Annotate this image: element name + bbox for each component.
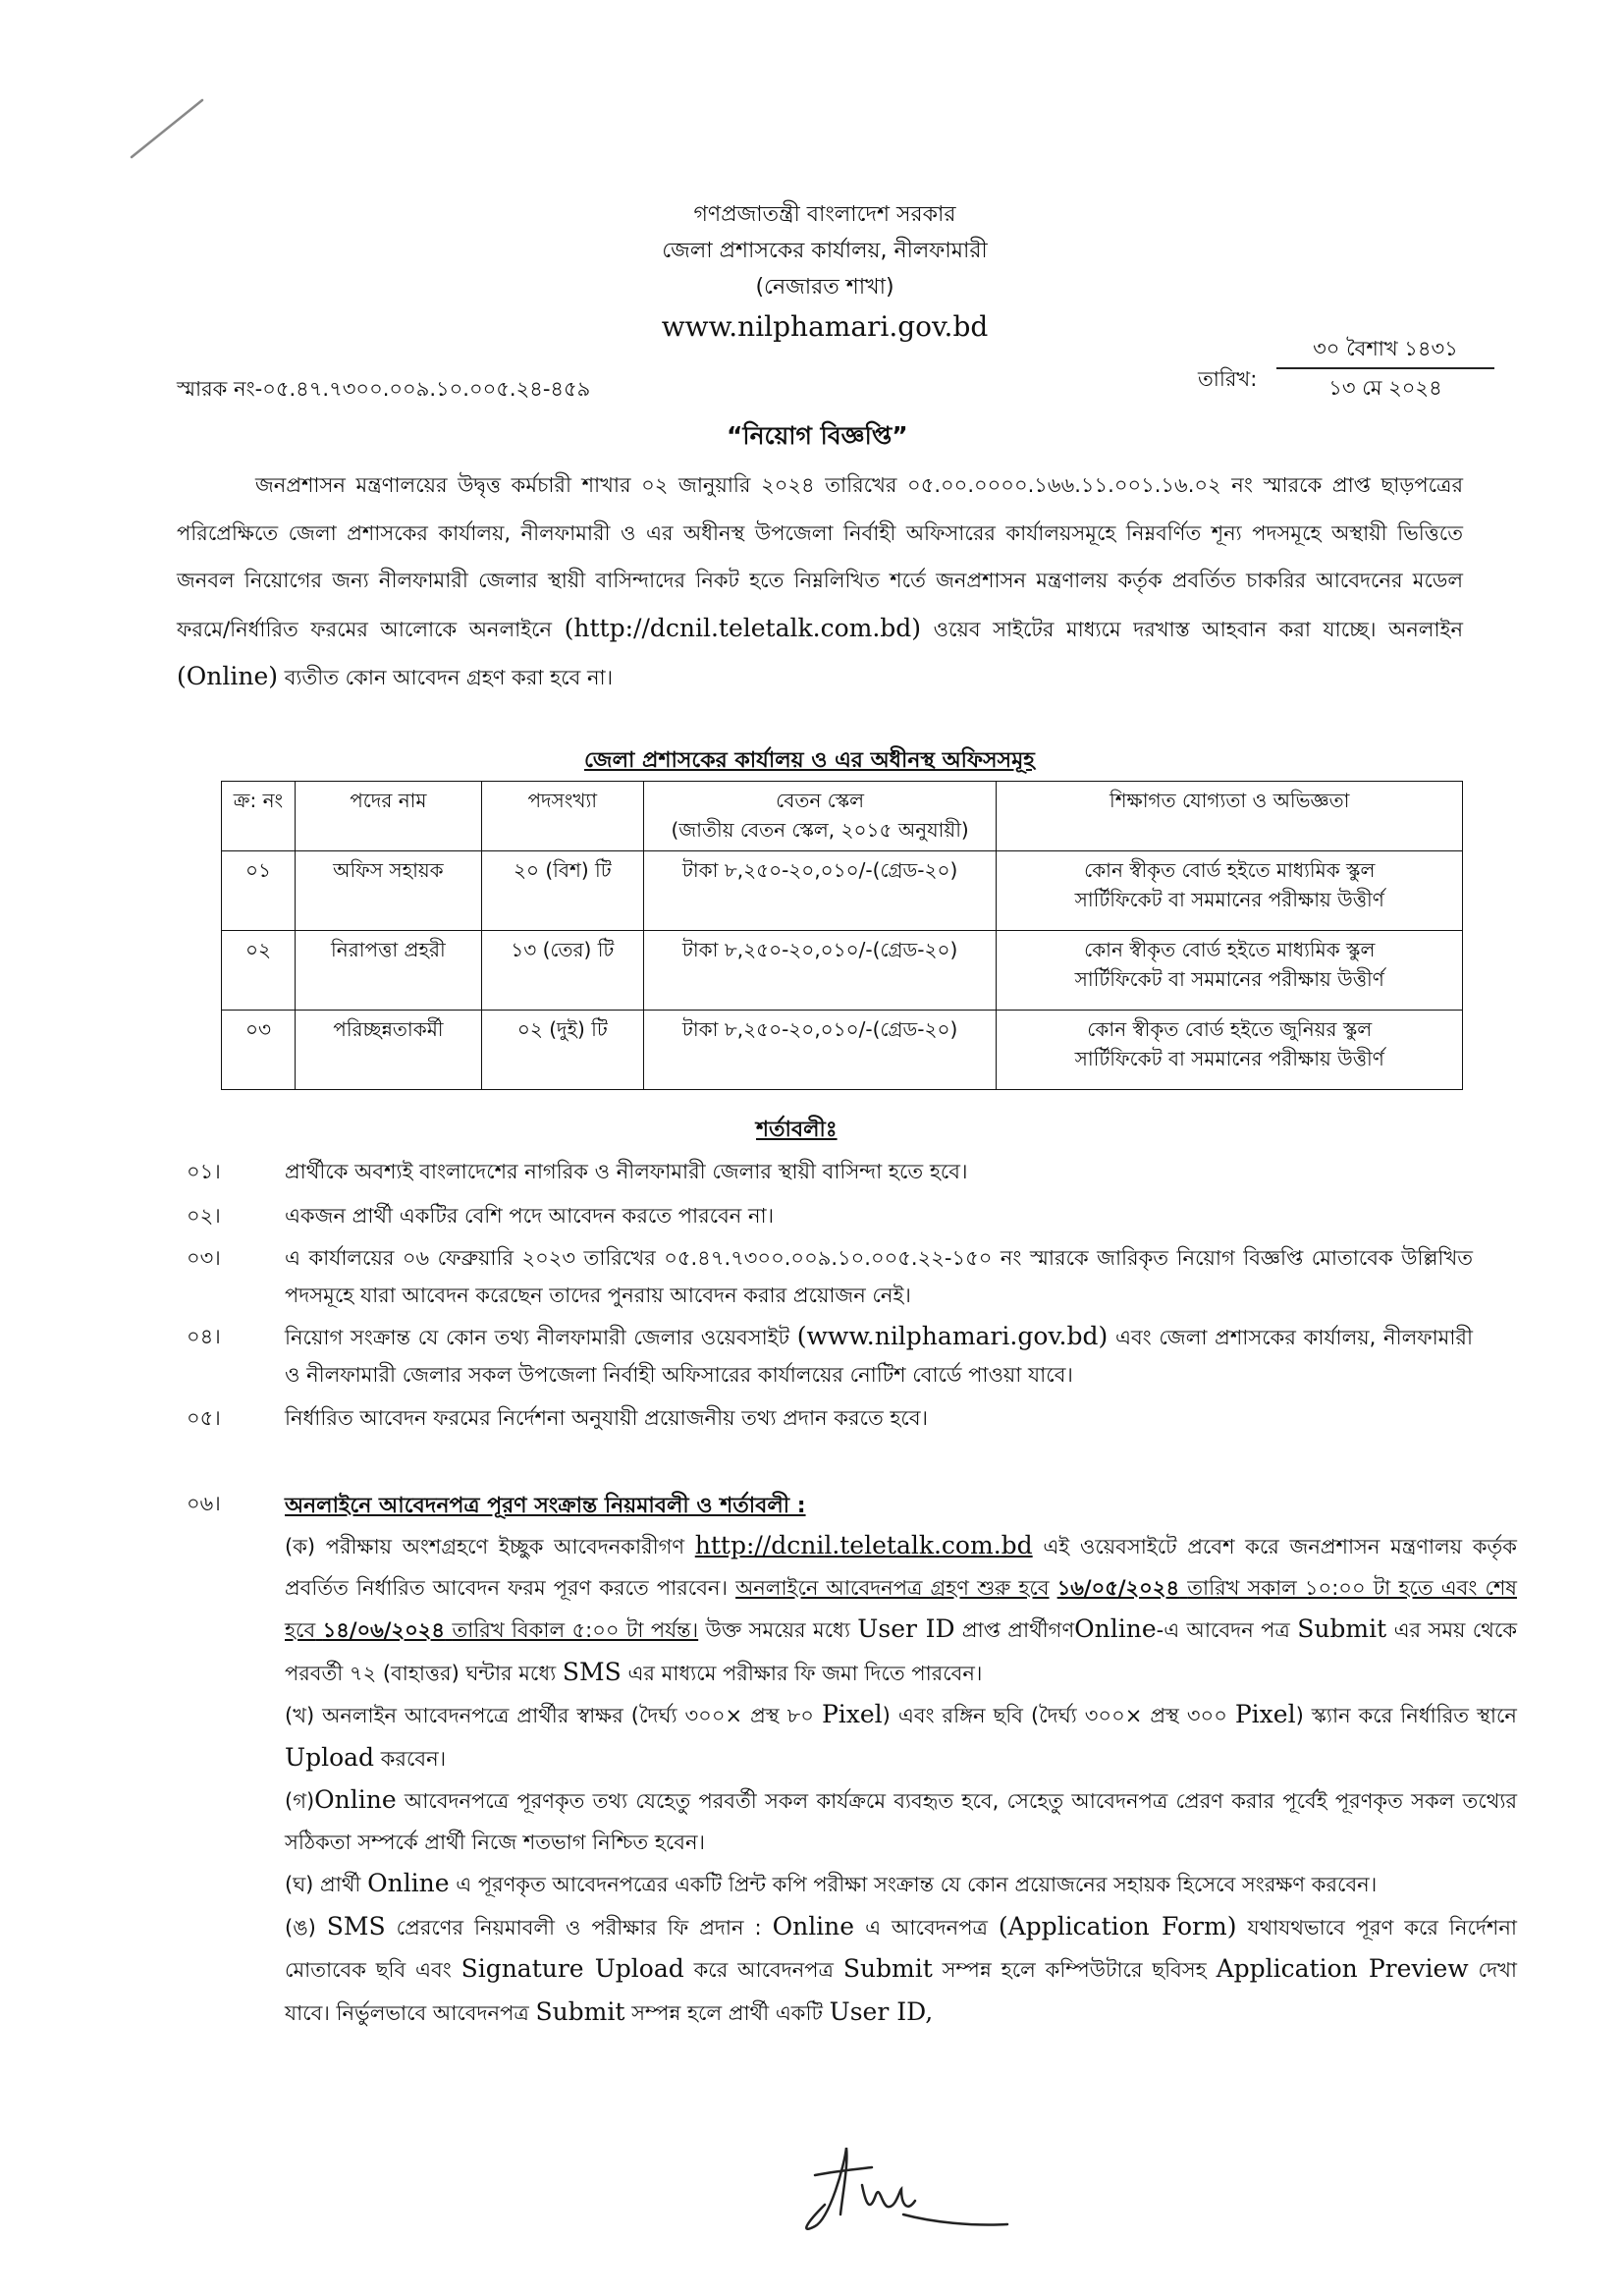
clause-umo-text-6: সম্পন্ন হলে কম্পিউটারে ছবিসহ bbox=[942, 1958, 1207, 1982]
table-row bbox=[222, 1011, 1463, 1090]
clause-ka-text-7: -এ আবেদন পত্র bbox=[1156, 1618, 1290, 1642]
signature-upload-term: Signature Upload bbox=[460, 1954, 684, 1983]
condition-number: ০৪। bbox=[187, 1325, 221, 1348]
cell-scale: টাকা ৮,২৫০-২০,০১০/-(গ্রেড-২০) bbox=[643, 851, 997, 931]
condition-text bbox=[285, 1318, 1473, 1394]
qual-line2: সার্টিফিকেট বা সমমানের পরীক্ষায় উত্তীর্ণ bbox=[1074, 888, 1384, 911]
clause-umo-text-8: সম্পন্ন হলে প্রার্থী একটি bbox=[631, 2000, 823, 2025]
cell-scale: টাকা ৮,২৫০-২০,০১০/-(গ্রেড-২০) bbox=[643, 931, 997, 1011]
qual-line2: সার্টিফিকেট বা সমমানের পরীক্ষায় উত্তীর্ণ bbox=[1074, 1047, 1384, 1070]
condition-text: একজন প্রার্থী একটির বেশি পদে আবেদন করতে পারবেন না। bbox=[285, 1204, 775, 1228]
condition-text-a: নিয়োগ সংক্রান্ত যে কোন তথ্য নীলফামারী জেলার ওয়েবসাইট bbox=[285, 1326, 790, 1349]
cell-count: ০২ (দুই) টি bbox=[481, 1011, 643, 1090]
submit-term: Submit bbox=[535, 1996, 625, 2026]
condition-item bbox=[177, 1399, 1473, 1437]
cell-count: ১৩ (তের) টি bbox=[481, 931, 643, 1011]
section-heading: অনলাইনে আবেদনপত্র পূরণ সংক্রান্ত নিয়মাবলী ও শর্তাবলী : bbox=[285, 1494, 806, 1518]
condition-item bbox=[177, 1153, 1473, 1190]
clause-kha-text-1: (খ) অনলাইন আবেদনপত্রে প্রার্থীর স্বাক্ষর (দৈর্ঘ্য ৩০০× প্রস্থ ৮০ bbox=[285, 1704, 814, 1727]
cell-post: অফিস সহায়ক bbox=[295, 851, 481, 931]
clause-ka-start-notice: অনলাইনে আবেদনপত্র গ্রহণ শুরু হবে bbox=[735, 1575, 1050, 1600]
clause-kha bbox=[285, 1694, 1517, 1779]
online-term: Online bbox=[367, 1869, 450, 1897]
col-scale bbox=[643, 782, 997, 851]
condition-number: ০৫। bbox=[187, 1406, 221, 1430]
user-id-term: User ID bbox=[857, 1614, 955, 1643]
section-number: ০৬। bbox=[187, 1492, 221, 1515]
col-post: পদের নাম bbox=[295, 782, 481, 851]
sms-term: SMS bbox=[562, 1657, 622, 1686]
clause-gha-text-2: এ পূরণকৃত আবেদনপত্রের একটি প্রিন্ট কপি পরীক্ষা সংক্রান্ত যে কোন প্রয়োজনের সহায়ক হিসেবে সংরক্ষণ করবেন। bbox=[456, 1873, 1378, 1896]
table-header-row bbox=[222, 782, 1463, 851]
condition-number: ০২। bbox=[187, 1204, 221, 1228]
condition-item bbox=[177, 1239, 1473, 1314]
clause-ka-text-4: তারিখ বিকাল ৫:০০ টা পর্যন্ত। bbox=[452, 1618, 699, 1642]
memo-number: স্মারক নং-০৫.৪৭.৭৩০০.০০৯.১০.০০৫.২৪-৪৫৯ bbox=[177, 377, 591, 401]
online-term: Online bbox=[314, 1785, 397, 1814]
pixel-term: Pixel bbox=[1234, 1700, 1296, 1728]
office-name: জেলা প্রশাসকের কার্যালয়, নীলফামারী bbox=[662, 239, 988, 263]
cell-scale: টাকা ৮,২৫০-২০,০১০/-(গ্রেড-২০) bbox=[643, 1011, 997, 1090]
intro-text-3: ব্যতীত কোন আবেদন গ্রহণ করা হবে না। bbox=[284, 666, 614, 689]
qual-line1: কোন স্বীকৃত বোর্ড হইতে মাধ্যমিক স্কুল bbox=[1084, 938, 1376, 961]
conditions-title: শর্তাবলীঃ bbox=[756, 1118, 838, 1142]
clause-ka-text-9: এর মাধ্যমে পরীক্ষার ফি জমা দিতে পারবেন। bbox=[627, 1661, 983, 1685]
pixel-term: Pixel bbox=[821, 1700, 883, 1728]
condition-text: এ কার্যালয়ের ০৬ ফেব্রুয়ারি ২০২৩ তারিখের ০৫.৪৭.৭৩০০.০০৯.১০.০০৫.২২-১৫০ নং স্মারকে জারিকৃত নিয়োগ বিজ্ঞপ্তি মোতাবেক উল্লিখিত পদসমূহে যারা আবেদন করেছেন তাদের পুনরায় আবেদন করার প্রয়োজন নেই। bbox=[285, 1246, 1473, 1307]
clause-ka-text-8: এর সময় থেকে পরবর্তী ৭২ (বাহাত্তর) ঘন্টার মধ্যে bbox=[285, 1618, 1518, 1685]
office-header bbox=[511, 196, 1139, 349]
cell-post: নিরাপত্তা প্রহরী bbox=[295, 931, 481, 1011]
teletalk-link[interactable]: http://dcnil.teletalk.com.bd bbox=[694, 1531, 1033, 1559]
date-bangla: ৩০ বৈশাখ ১৪৩১ bbox=[1313, 337, 1458, 360]
cell-post: পরিচ্ছন্নতাকর্মী bbox=[295, 1011, 481, 1090]
clause-ka bbox=[285, 1525, 1517, 1694]
application-preview-term: Application Preview bbox=[1216, 1954, 1469, 1983]
condition-number: ০১। bbox=[187, 1160, 221, 1183]
sms-term: SMS bbox=[326, 1911, 386, 1941]
clause-ka-text-1: (ক) পরীক্ষায় অংশগ্রহণে ইচ্ছুক আবেদনকারীগণ bbox=[285, 1535, 685, 1558]
condition-website-link[interactable]: (www.nilphamari.gov.bd) bbox=[796, 1322, 1109, 1350]
condition-text: প্রার্থীকে অবশ্যই বাংলাদেশের নাগরিক ও নীলফামারী জেলার স্থায়ী বাসিন্দা হতে হবে। bbox=[285, 1160, 968, 1183]
cell-serial: ০৩ bbox=[222, 1011, 296, 1090]
clause-kha-text-3: ) স্ক্যান করে নির্ধারিত স্থানে bbox=[1295, 1704, 1517, 1727]
clause-gha bbox=[285, 1863, 1517, 1906]
online-application-section bbox=[177, 1488, 1517, 2034]
col-qualification: শিক্ষাগত যোগ্যতা ও অভিজ্ঞতা bbox=[997, 782, 1463, 851]
clause-kha-text-4: করবেন। bbox=[380, 1746, 447, 1771]
govt-name: গণপ্রজাতন্ত্রী বাংলাদেশ সরকার bbox=[693, 202, 956, 227]
clause-ka-text-6: প্রাপ্ত প্রার্থীগণ bbox=[961, 1618, 1075, 1642]
clause-ga bbox=[285, 1779, 1517, 1863]
intro-text-1: জনপ্রশাসন মন্ত্রণালয়ের উদ্বৃত্ত কর্মচারী শাখার ০২ জানুয়ারি ২০২৪ তারিখের ০৫.০০.০০০০.১৬৬.১১.০০১.১৬.০২ নং স্মারকে প্রাপ্ত ছাড়পত্রের পরিপ্রেক্ষিতে জেলা প্রশাসকের কার্যালয়, নীলফামারী ও এর অধীনস্থ উপজেলা নির্বাহী অফিসারের কার্যালয়সমূহে নিম্নবর্ণিত শূন্য পদসমূহে অস্থায়ী ভিত্তিতে জনবল নিয়োগের জন্য নীলফামারী জেলার স্থায়ী বাসিন্দাদের নিকট হতে নিম্নলিখিত শর্তে জনপ্রশাসন মন্ত্রণালয় কর্তৃক প্রবর্তিত চাকরির আবেদনের মডেল ফরমে/নির্ধারিত ফরমের আলোকে অনলাইনে bbox=[177, 473, 1463, 641]
header-website-link[interactable]: www.nilphamari.gov.bd bbox=[661, 310, 989, 343]
col-scale-line1: বেতন স্কেল bbox=[776, 789, 865, 812]
qual-line1: কোন স্বীকৃত বোর্ড হইতে জুনিয়র স্কুল bbox=[1087, 1017, 1373, 1041]
clause-ga-text-1: (গ) bbox=[285, 1789, 315, 1813]
upload-term: Upload bbox=[285, 1742, 375, 1772]
cell-qualification bbox=[997, 931, 1463, 1011]
clause-umo-text-1: (ঙ) bbox=[285, 1915, 316, 1940]
clause-umo-text-5: করে আবেদনপত্র bbox=[693, 1958, 834, 1982]
online-term: Online bbox=[1074, 1614, 1157, 1643]
clause-umo-text-3: এ আবেদনপত্র bbox=[865, 1915, 988, 1940]
clause-kha-text-2: ) এবং রঙ্গিন ছবি (দৈর্ঘ্য ৩০০× প্রস্থ ৩০০ bbox=[882, 1704, 1227, 1727]
condition-item bbox=[177, 1318, 1473, 1394]
notice-title: “নিয়োগ বিজ্ঞপ্তি” bbox=[727, 421, 908, 450]
clause-ga-text-2: আবেদনপত্রে পূরণকৃত তথ্য যেহেতু পরবর্তী সকল কার্যক্রমে ব্যবহৃত হবে, সেহেতু আবেদনপত্র প্রেরণ করার পূর্বেই পূরণকৃত সকল তথ্যের সঠিকতা সম্পর্কে প্রার্থী নিজে শতভাগ নিশ্চিত হবেন। bbox=[285, 1789, 1517, 1854]
cell-qualification bbox=[997, 851, 1463, 931]
qual-line2: সার্টিফিকেট বা সমমানের পরীক্ষায় উত্তীর্ণ bbox=[1074, 967, 1384, 991]
clause-umo-text-2: প্রেরণের নিয়মাবলী ও পরীক্ষার ফি প্রদান : bbox=[396, 1915, 762, 1940]
intro-text-2: ওয়েব সাইটের মাধ্যমে দরখাস্ত আহবান করা যাচ্ছে। অনলাইন bbox=[933, 617, 1463, 641]
handwritten-signature bbox=[785, 2136, 1011, 2239]
cell-serial: ০১ bbox=[222, 851, 296, 931]
condition-text: নির্ধারিত আবেদন ফরমের নির্দেশনা অনুযায়ী প্রয়োজনীয় তথ্য প্রদান করতে হবে। bbox=[285, 1406, 929, 1430]
col-serial: ক্র: নং bbox=[222, 782, 296, 851]
clause-ka-text-5: উক্ত সময়ের মধ্যে bbox=[705, 1618, 850, 1642]
cell-serial: ০২ bbox=[222, 931, 296, 1011]
start-date: ১৬/০৫/২০২৪ bbox=[1056, 1575, 1180, 1600]
online-term: Online bbox=[772, 1911, 855, 1941]
posts-table bbox=[221, 781, 1463, 1090]
date-label: তারিখ: bbox=[1198, 367, 1258, 391]
cell-qualification bbox=[997, 1011, 1463, 1090]
clause-umo-text-7: দেখা যাবে। নির্ভুলভাবে আবেদনপত্র bbox=[285, 1958, 1517, 2025]
condition-number: ০৩। bbox=[187, 1246, 221, 1270]
date-english: ১৩ মে ২০২৪ bbox=[1328, 376, 1442, 400]
clause-ka-text-3: তারিখ সকাল ১০:০০ টা হতে এবং শেষ হবে bbox=[285, 1575, 1517, 1642]
col-count: পদসংখ্যা bbox=[481, 782, 643, 851]
application-form-term: (Application Form) bbox=[998, 1911, 1237, 1941]
pen-stroke-mark bbox=[128, 94, 208, 163]
condition-item bbox=[177, 1197, 1473, 1234]
submit-term: Submit bbox=[1297, 1614, 1387, 1643]
clause-ka-text-2: এই ওয়েবসাইটে প্রবেশ করে জনপ্রশাসন মন্ত্রণালয় কর্তৃক প্রবর্তিত নির্ধারিত আবেদন ফরম পূরণ করতে পারবেন। bbox=[285, 1535, 1517, 1600]
qual-line1: কোন স্বীকৃত বোর্ড হইতে মাধ্যমিক স্কুল bbox=[1084, 858, 1376, 882]
intro-paragraph bbox=[177, 462, 1463, 702]
user-id-term: User ID, bbox=[829, 1996, 934, 2026]
clause-umo-text-4: যথাযথভাবে পূরণ করে নির্দেশনা মোতাবেক ছবি এবং bbox=[285, 1915, 1517, 1982]
intro-online: (Online) bbox=[177, 662, 278, 690]
end-date: ১৪/০৬/২০২৪ bbox=[322, 1618, 446, 1642]
table-row bbox=[222, 851, 1463, 931]
col-scale-line2: (জাতীয় বেতন স্কেল, ২০১৫ অনুযায়ী) bbox=[671, 818, 969, 842]
branch-name: (নেজারত শাখা) bbox=[755, 275, 894, 300]
submit-term: Submit bbox=[842, 1954, 933, 1983]
clause-gha-text-1: (ঘ) প্রার্থী bbox=[285, 1873, 361, 1896]
table-title: জেলা প্রশাসকের কার্যালয় ও এর অধীনস্থ অফিসসমূহ bbox=[584, 748, 1035, 773]
table-row bbox=[222, 931, 1463, 1011]
date-values bbox=[1272, 330, 1498, 407]
clause-umo bbox=[285, 1906, 1517, 2035]
condition-text-b: এবং জেলা প্রশাসকের কার্যালয়, নীলফামারী ও নীলফামারী জেলার সকল উপজেলা নির্বাহী অফিসারের কার্যালয়ের নোটিশ বোর্ডে পাওয়া যাবে। bbox=[285, 1326, 1473, 1387]
intro-url-link[interactable]: (http://dcnil.teletalk.com.bd) bbox=[564, 613, 922, 642]
cell-count: ২০ (বিশ) টি bbox=[481, 851, 643, 931]
